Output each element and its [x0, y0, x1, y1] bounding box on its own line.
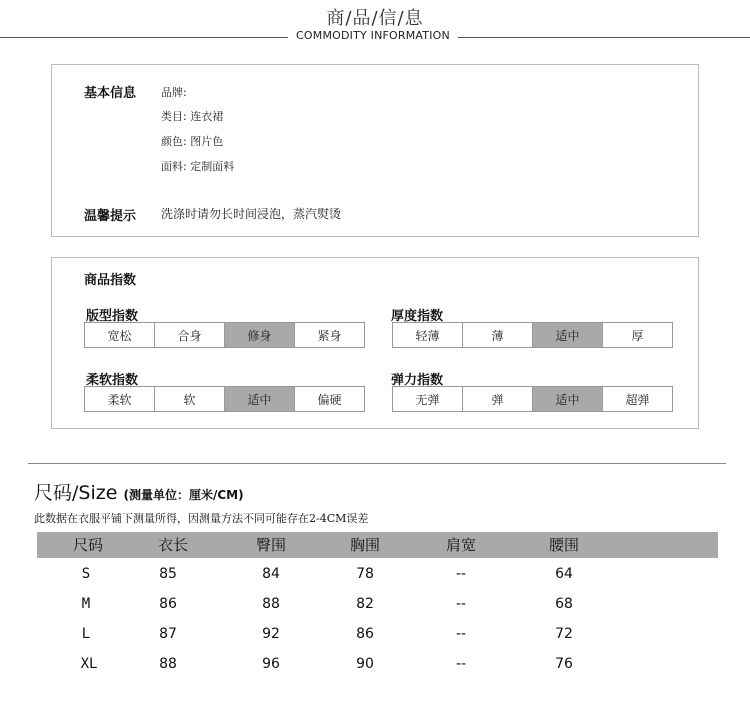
- table-cell-size: XL: [80, 656, 98, 672]
- basic-info-label: 基本信息: [84, 86, 137, 101]
- table-cell: 90: [356, 656, 374, 672]
- thickness-option: 薄: [463, 323, 533, 347]
- fit-index-scale: [84, 322, 365, 348]
- size-chart-note: 此数据在衣服平铺下测量所得，因测量方法不同可能存在2-4CM误差: [34, 512, 369, 525]
- tip-label: 温馨提示: [84, 209, 137, 224]
- table-cell: --: [455, 626, 467, 642]
- softness-option: 偏硬: [317, 392, 342, 407]
- elasticity-index-title: 弹力指数: [391, 373, 444, 388]
- col-header-length: 衣长: [157, 536, 189, 554]
- table-cell: 88: [262, 596, 280, 612]
- elasticity-option: 弹: [463, 387, 533, 411]
- col-header-chest: 胸围: [349, 536, 381, 554]
- table-cell: 96: [262, 656, 280, 672]
- field-category: 类目: 连衣裙: [161, 110, 224, 123]
- table-cell: 84: [262, 566, 280, 582]
- elasticity-option: 超弹: [625, 392, 650, 407]
- section-divider: [28, 463, 726, 464]
- table-cell: 86: [159, 596, 177, 612]
- tip-text: 洗涤时请勿长时间浸泡，蒸汽熨烫: [161, 207, 342, 221]
- fit-index-title: 版型指数: [86, 309, 139, 324]
- fit-option: 宽松: [85, 323, 155, 347]
- field-color: 颜色: 图片色: [161, 135, 224, 148]
- size-chart-title-text: 尺码/Size: [34, 482, 118, 504]
- col-header-size: 尺码: [72, 536, 104, 554]
- table-cell: 88: [159, 656, 177, 672]
- thickness-option-selected: 适中: [533, 323, 603, 347]
- elasticity-index-scale: [392, 386, 673, 412]
- size-chart-unit: (测量单位：厘米/CM): [123, 488, 244, 502]
- size-chart-title: [34, 478, 244, 505]
- table-cell: 76: [555, 656, 573, 672]
- softness-option: 软: [155, 387, 225, 411]
- table-cell-size: S: [81, 566, 91, 582]
- fit-option: 紧身: [317, 328, 342, 343]
- col-header-hip: 臀围: [255, 536, 287, 554]
- table-cell: --: [455, 656, 467, 672]
- thickness-option: 轻薄: [393, 323, 463, 347]
- col-header-waist: 腰围: [548, 536, 580, 554]
- table-cell-size: M: [81, 596, 91, 612]
- table-cell: 92: [262, 626, 280, 642]
- table-cell: 87: [159, 626, 177, 642]
- table-cell: --: [455, 566, 467, 582]
- elasticity-option: 无弹: [393, 387, 463, 411]
- table-cell: 72: [555, 626, 573, 642]
- table-cell: 86: [356, 626, 374, 642]
- product-index-title: 商品指数: [84, 273, 137, 288]
- softness-option: 柔软: [85, 387, 155, 411]
- field-brand: 品牌:: [161, 86, 187, 99]
- table-cell: --: [455, 596, 467, 612]
- basic-info-panel: [51, 64, 699, 237]
- thickness-option: 厚: [631, 328, 644, 343]
- table-cell: 68: [555, 596, 573, 612]
- table-cell: 85: [159, 566, 177, 582]
- section-title: 商/品/信/息: [326, 8, 424, 29]
- header-divider-right: [458, 37, 750, 38]
- fit-option-selected: 修身: [225, 323, 295, 347]
- elasticity-option-selected: 适中: [533, 387, 603, 411]
- softness-option-selected: 适中: [225, 387, 295, 411]
- section-subtitle: COMMODITY INFORMATION: [296, 29, 450, 42]
- table-cell: 78: [356, 566, 374, 582]
- softness-index-title: 柔软指数: [86, 373, 139, 388]
- table-cell-size: L: [81, 626, 91, 642]
- table-cell: 64: [555, 566, 573, 582]
- size-table-header: [37, 532, 718, 558]
- thickness-index-title: 厚度指数: [391, 309, 444, 324]
- thickness-index-scale: [392, 322, 673, 348]
- field-fabric: 面料: 定制面料: [161, 160, 235, 173]
- header-divider-left: [0, 37, 288, 38]
- softness-index-scale: [84, 386, 365, 412]
- fit-option: 合身: [155, 323, 225, 347]
- table-cell: 82: [356, 596, 374, 612]
- col-header-shoulder: 肩宽: [445, 536, 477, 554]
